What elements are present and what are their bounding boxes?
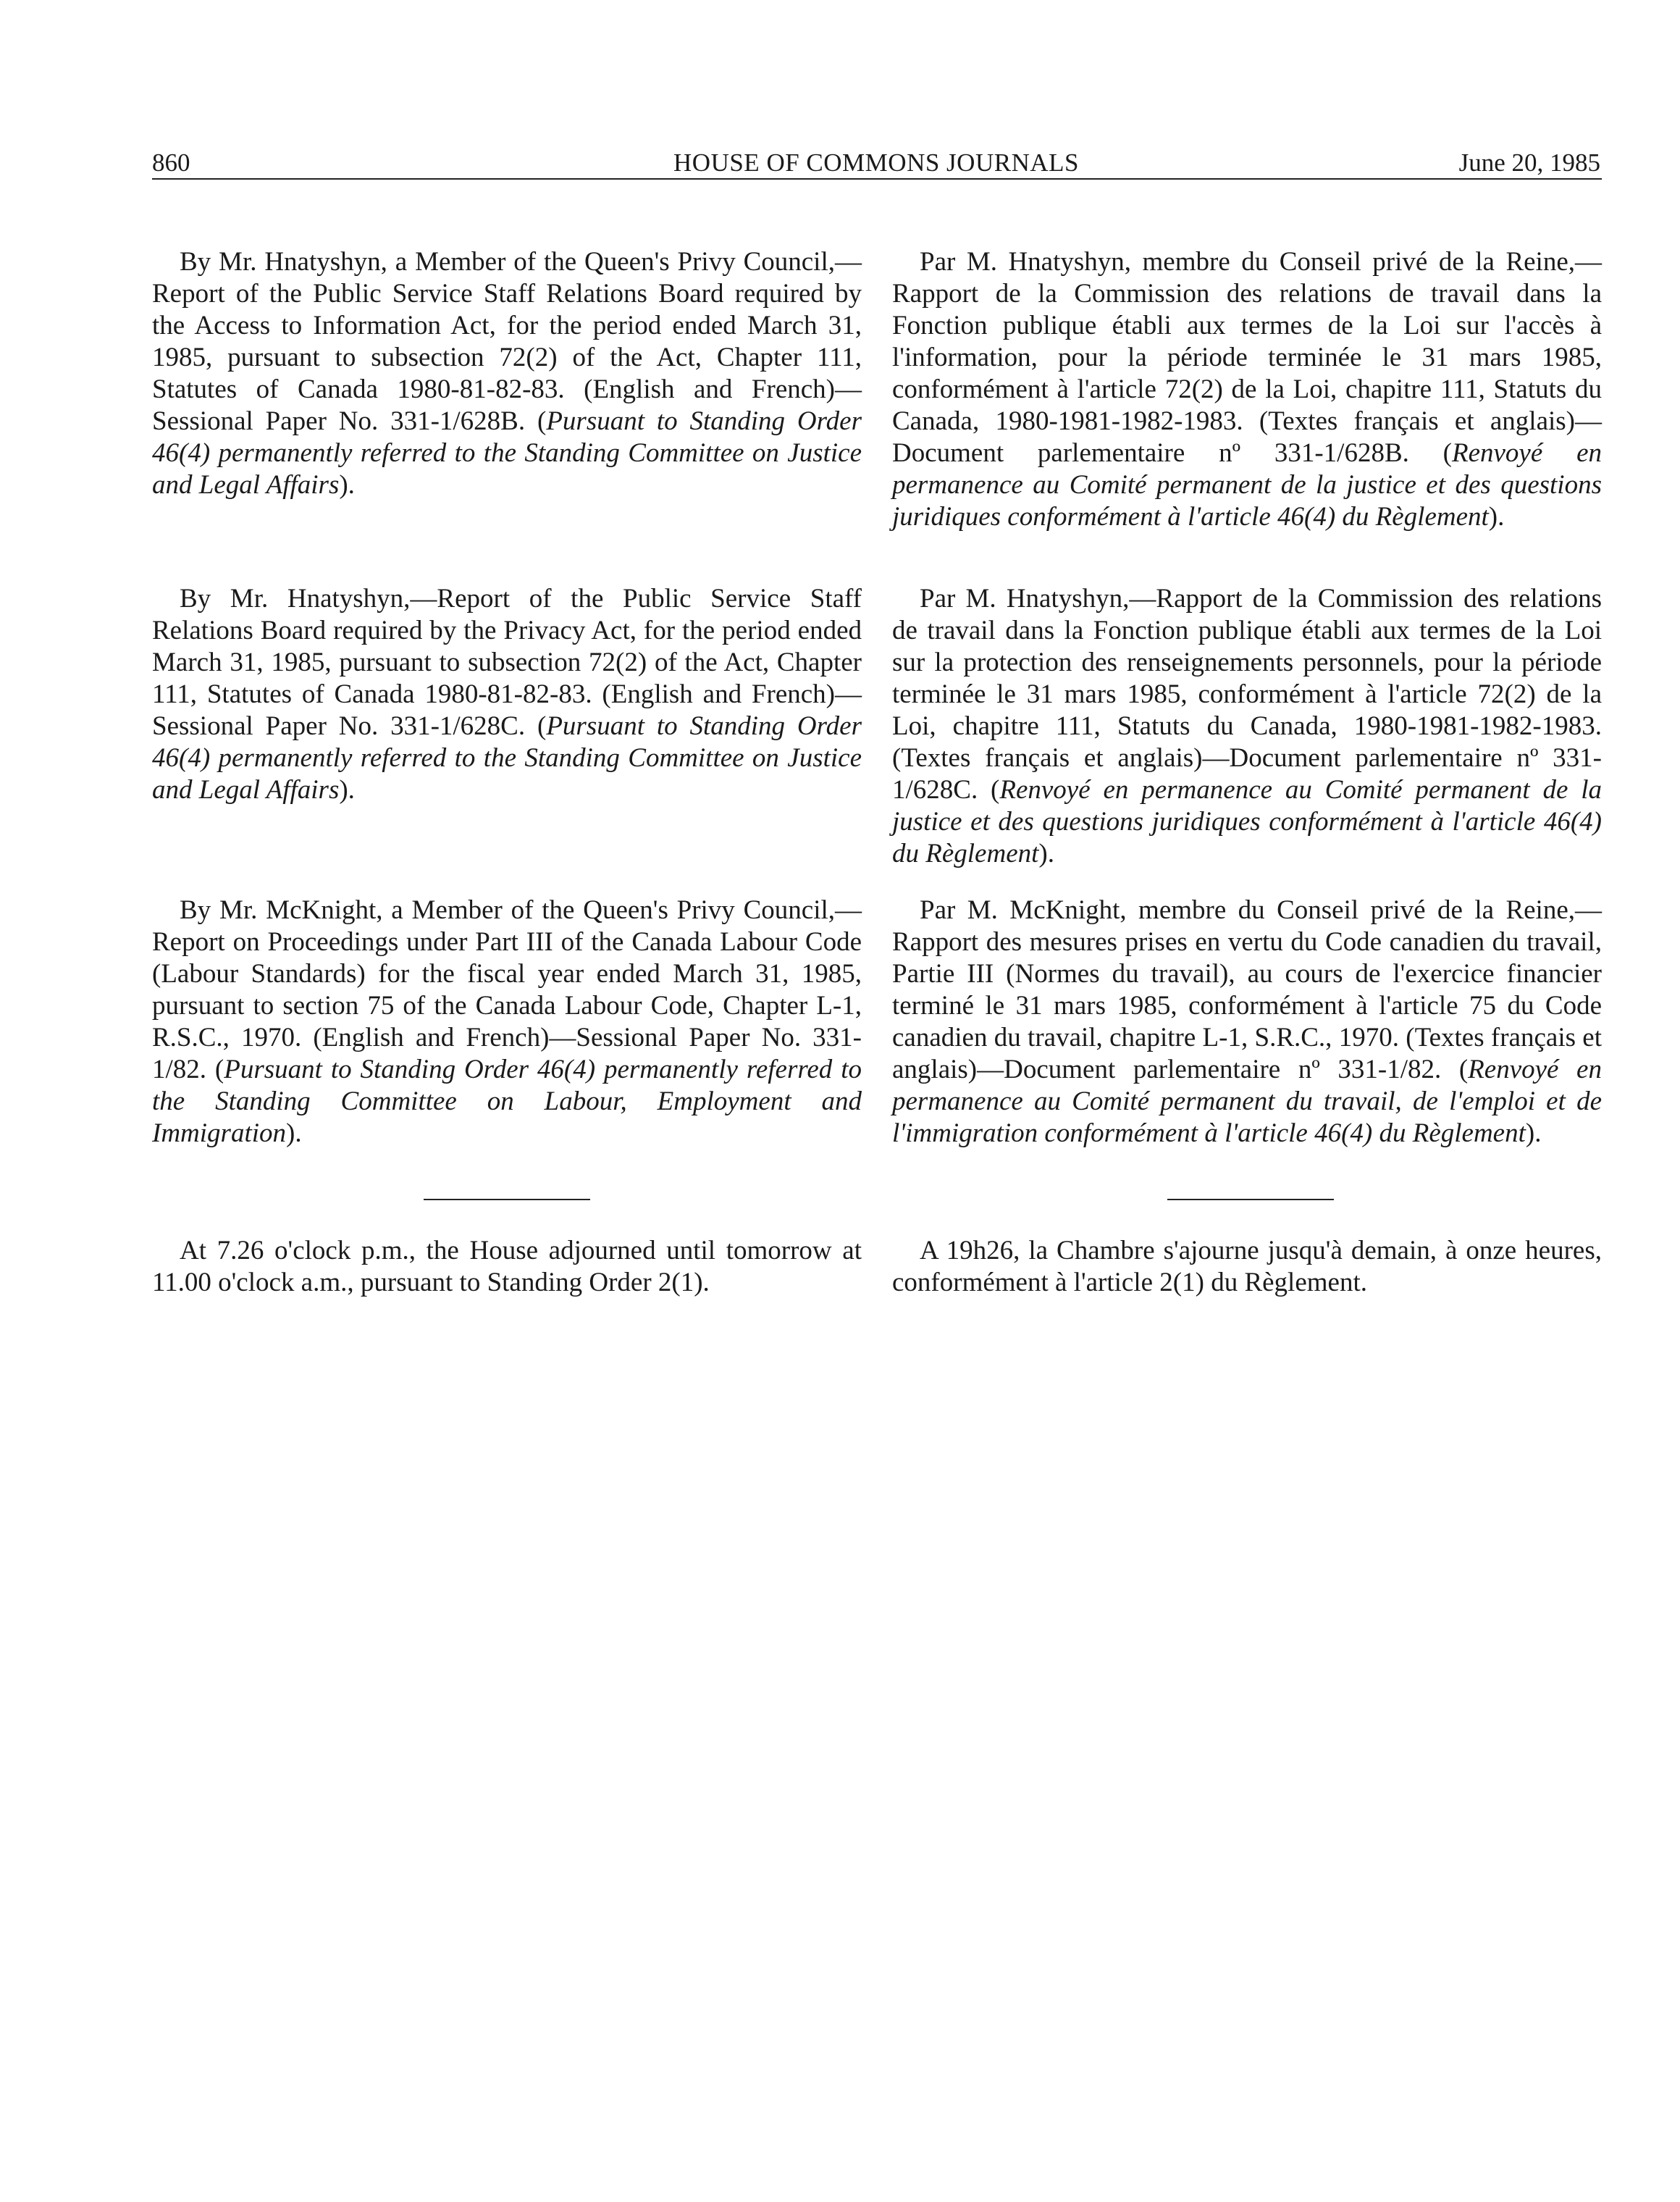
- entry-text: Par M. Hnatyshyn,—Rapport de la Commission des relations de travail dans la Fonction publique établi aux termes de la Loi sur la protection des renseignements personnels, pour la période terminée le 31 mars 1985, conformément à l'article 72(2) de la Loi, chapitre 111, Statuts du Canada, 1980-1981-1982-1983. (Textes français et anglais)—Document parlementaire nº 331-1/628C. (: [892, 584, 1602, 805]
- page-number: 860: [152, 148, 190, 177]
- entry-referral: Renvoyé en permanence au Comité permanent de la justice et des questions juridiques conformément à l'article 46(4) du Règlement: [892, 438, 1602, 532]
- entry-text: Par M. Hnatyshyn, membre du Conseil privé de la Reine,—Rapport de la Commission des relations de travail dans la Fonction publique établi aux termes de la Loi sur l'accès à l'information, pour la période terminée le 31 mars 1985, conformément à l'article 72(2) de la Loi, chapitre 111, Statuts du Canada, 1980-1981-1982-1983. (Textes français et anglais)—Document parlementaire nº 331-1/628B. (: [892, 247, 1602, 468]
- entry-text: By Mr. Hnatyshyn,—Report of the Public Service Staff Relations Board required by the Privacy Act, for the period ended March 31, 1985, pursuant to subsection 72(2) of the Act, Chapter 111, Statutes of Canada 1980-81-82-83. (English and French)—Sessional Paper No. 331-1/628C. (: [152, 584, 862, 741]
- entry-end: ).: [286, 1118, 302, 1148]
- paper-entry-82-french: [892, 895, 1602, 1150]
- paper-entry-82-english: [152, 895, 862, 1150]
- page-date: June 20, 1985: [1458, 148, 1600, 177]
- entry-referral: Pursuant to Standing Order 46(4) permanently referred to the Standing Committee on Justice and Legal Affairs: [152, 711, 862, 805]
- paper-entry-628c-french: [892, 583, 1602, 870]
- entry-referral: Pursuant to Standing Order 46(4) permanently referred to the Standing Committee on Justice and Legal Affairs: [152, 406, 862, 500]
- adjournment-english: At 7.26 o'clock p.m., the House adjourned until tomorrow at 11.00 o'clock a.m., pursuant to Standing Order 2(1).: [152, 1236, 862, 1297]
- paper-entry-628b-english: [152, 246, 862, 501]
- entry-referral: Renvoyé en permanence au Comité permanent de la justice et des questions juridiques conformément à l'article 46(4) du Règlement: [892, 775, 1602, 868]
- entry-text: By Mr. Hnatyshyn, a Member of the Queen's Privy Council,—Report of the Public Service Staff Relations Board required by the Access to Information Act, for the period ended March 31, 1985, pursuant to subsection 72(2) of the Act, Chapter 111, Statutes of Canada 1980-81-82-83. (English and French)—Sessional Paper No. 331-1/628B. (: [152, 247, 862, 436]
- entry-end: ).: [339, 470, 355, 500]
- entry-end: ).: [339, 775, 355, 805]
- entry-referral: Pursuant to Standing Order 46(4) permanently referred to the Standing Committee on Labour, Employment and Immigration: [152, 1055, 862, 1148]
- entry-end: ).: [1488, 502, 1505, 532]
- adjournment-french: A 19h26, la Chambre s'ajourne jusqu'à demain, à onze heures, conformément à l'article 2(1) du Règlement.: [892, 1236, 1602, 1297]
- entry-text: By Mr. McKnight, a Member of the Queen's Privy Council,—Report on Proceedings under Part III of the Canada Labour Code (Labour Standards) for the fiscal year ended March 31, 1985, pursuant to section 75 of the Canada Labour Code, Chapter L-1, R.S.C., 1970. (English and French)—Sessional Paper No. 331-1/82. (: [152, 895, 862, 1084]
- entry-text: Par M. McKnight, membre du Conseil privé de la Reine,—Rapport des mesures prises en vertu du Code canadien du travail, Partie III (Normes du travail), au cours de l'exercice financier terminé le 31 mars 1985, conformément à l'article 75 du Code canadien du travail, chapitre L-1, S.R.C., 1970. (Textes français et anglais)—Document parlementaire nº 331-1/82. (: [892, 895, 1602, 1084]
- entry-end: ).: [1525, 1118, 1542, 1148]
- journal-title: HOUSE OF COMMONS JOURNALS: [673, 148, 1079, 177]
- section-separator-french: [1167, 1199, 1334, 1200]
- section-separator-english: [424, 1199, 590, 1200]
- paper-entry-628b-french: [892, 246, 1602, 533]
- header-rule: [152, 178, 1602, 180]
- entry-referral: Renvoyé en permanence au Comité permanent du travail, de l'emploi et de l'immigration conformément à l'article 46(4) du Règlement: [892, 1055, 1602, 1148]
- paper-entry-628c-english: [152, 583, 862, 806]
- entry-end: ).: [1038, 839, 1054, 868]
